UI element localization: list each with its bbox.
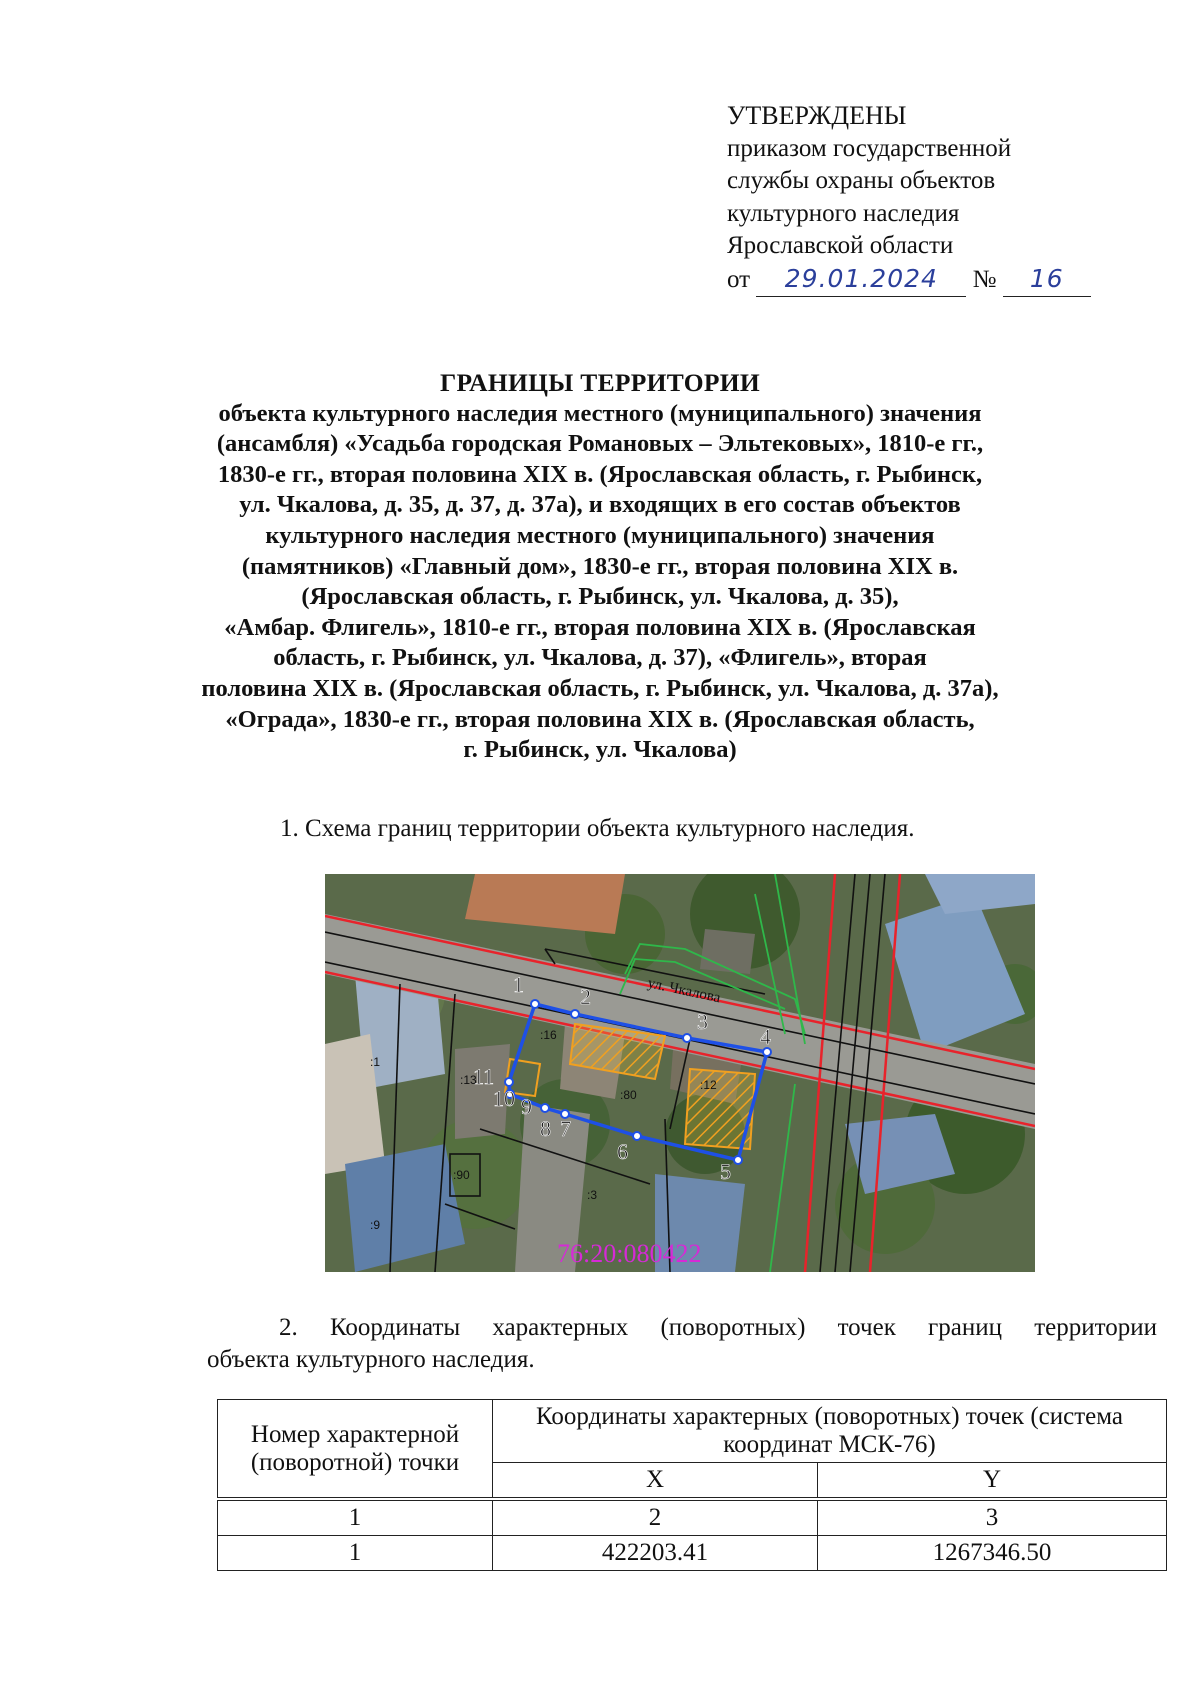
subtitle-line: область, г. Рыбинск, ул. Чкалова, д. 37), «Флигель», вторая — [273, 644, 927, 672]
parcel-label: :12 — [700, 1078, 717, 1092]
map-svg — [325, 874, 1035, 1272]
parcel-label: :3 — [587, 1188, 598, 1202]
approval-number: 16 — [1029, 263, 1064, 293]
map-point-label: 2 — [580, 984, 591, 1009]
map-point-label: 6 — [617, 1139, 628, 1164]
parcel-label: :80 — [620, 1088, 637, 1102]
subtitle-line: ул. Чкалова, д. 35, д. 37, д. 37а), и входящих в его состав объектов — [239, 491, 961, 519]
table-header-row — [218, 1400, 1167, 1463]
section-2-heading — [207, 1312, 1157, 1376]
parcel-label: :1 — [370, 1055, 381, 1069]
from-label: от — [727, 265, 751, 293]
section-2-text-part1: 2. Координаты характерных (поворотных) точек границ территории — [279, 1314, 1157, 1341]
subtitle-line: г. Рыбинск, ул. Чкалова) — [463, 736, 737, 764]
approval-line: приказом государственной — [727, 134, 1012, 162]
subtitle-line: «Амбар. Флигель», 1810-е гг., вторая половина XIX в. (Ярославская — [224, 613, 976, 641]
table-cell: 1 — [218, 1499, 493, 1536]
approval-date-number — [727, 263, 1091, 298]
subtitle-line: 1830-е гг., вторая половина XIX в. (Ярославская область, г. Рыбинск, — [217, 460, 983, 488]
date-field — [756, 263, 966, 298]
number-label: № — [972, 265, 997, 293]
parcel-label: :9 — [370, 1218, 381, 1232]
map-point-label: 11 — [473, 1064, 495, 1089]
section-1-heading: 1. Схема границ территории объекта культурного наследия. — [280, 815, 915, 842]
table-cell-point: 1 — [218, 1536, 493, 1571]
table-cell-y: 1267346.50 — [818, 1536, 1167, 1571]
header-x: X — [493, 1463, 818, 1500]
coordinates-table — [217, 1399, 1167, 1571]
street-label: ул. Чкалова — [646, 975, 722, 1007]
subtitle-line: половина XIX в. (Ярославская область, г. Рыбинск, ул. Чкалова, д. 37а), — [201, 674, 999, 702]
boundary-map — [325, 874, 1035, 1272]
header-point-number: Номер характерной (поворотной) точки — [218, 1400, 493, 1500]
map-point-label: 5 — [720, 1159, 731, 1184]
table-cell: 3 — [818, 1499, 1167, 1536]
approval-line: Ярославской области — [727, 232, 954, 259]
table-numbering-row — [218, 1499, 1167, 1536]
map-point-label: 4 — [760, 1024, 771, 1049]
parcel-label: :13 — [460, 1073, 477, 1087]
number-field — [1003, 263, 1091, 298]
document-title-block — [200, 368, 1000, 766]
table-row — [218, 1536, 1167, 1571]
subtitle-line: (Ярославская область, г. Рыбинск, ул. Чкалова, д. 35), — [301, 583, 899, 611]
map-point-label: 8 — [540, 1116, 551, 1141]
document-title: ГРАНИЦЫ ТЕРРИТОРИИ — [439, 368, 761, 397]
map-point-label: 9 — [521, 1094, 532, 1119]
table-cell: 2 — [493, 1499, 818, 1536]
approval-line: службы охраны объектов — [727, 167, 996, 194]
approval-title: УТВЕРЖДЕНЫ — [727, 101, 907, 130]
approval-block — [727, 100, 1091, 297]
subtitle-line: (ансамбля) «Усадьба городская Романовых – Эльтековых», 1810-е гг., — [216, 430, 984, 458]
subtitle-line: объекта культурного наследия местного (муниципального) значения — [218, 399, 982, 427]
subtitle-line: культурного наследия местного (муниципального) значения — [265, 521, 935, 549]
table-cell-x: 422203.41 — [493, 1536, 818, 1571]
subtitle-line: (памятников) «Главный дом», 1830-е гг., вторая половина XIX в. — [241, 552, 959, 580]
section-2-text-part2: объекта культурного наследия. — [207, 1346, 535, 1373]
map-point-label: 1 — [513, 972, 524, 997]
map-point-label: 7 — [560, 1116, 571, 1141]
map-point-label: 3 — [697, 1009, 708, 1034]
header-coordinates: Координаты характерных (поворотных) точек (система координат МСК-76) — [493, 1400, 1167, 1463]
map-point-label: 10 — [493, 1086, 515, 1111]
approval-line: культурного наследия — [727, 199, 960, 227]
approval-date: 29.01.2024 — [784, 263, 938, 293]
cadastral-block-label: 76:20:080422 — [557, 1239, 702, 1268]
subtitle-line: «Ограда», 1830-е гг., вторая половина XIX в. (Ярославская область, — [225, 705, 975, 733]
parcel-label: :16 — [540, 1028, 557, 1042]
parcel-label: :90 — [453, 1168, 470, 1182]
header-y: Y — [818, 1463, 1167, 1500]
